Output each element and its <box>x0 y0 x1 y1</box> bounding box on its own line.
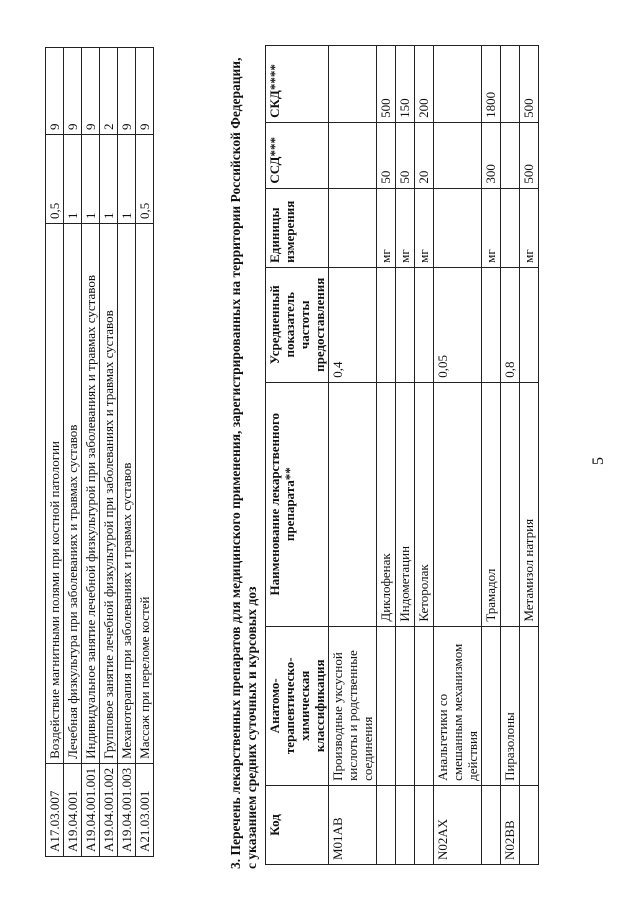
table-row <box>501 46 520 865</box>
table-row <box>520 46 539 865</box>
drug-atc: Анальгетики со смешанным механизмом действия <box>434 626 482 785</box>
drugs-table-header <box>266 46 329 865</box>
drug-name <box>329 382 377 626</box>
drug-name: Метамизол натрия <box>520 382 539 626</box>
service-name: Массаж при переломе костей <box>136 224 154 764</box>
drug-unit <box>434 188 482 267</box>
service-frequency: 0,5 <box>136 135 154 224</box>
drug-ssd <box>434 122 482 188</box>
service-frequency: 1 <box>64 135 82 224</box>
drug-unit: мг <box>520 188 539 267</box>
service-frequency: 0,5 <box>46 135 64 224</box>
drug-atc: Пиразолоны <box>501 626 520 785</box>
header-freq: Усредненный показатель частоты предоставления <box>266 267 329 382</box>
header-unit: Единицы измерения <box>266 188 329 267</box>
service-frequency: 1 <box>100 135 118 224</box>
drug-atc: Производные уксусной кислоты и родственные соединения <box>329 626 377 785</box>
table-row <box>100 48 118 857</box>
table-row <box>415 46 434 865</box>
drug-code: N02AX <box>434 785 482 864</box>
header-atc: Анатомо-терапевтическо-химическая классификация <box>266 626 329 785</box>
table-row <box>434 46 482 865</box>
drug-atc <box>520 626 539 785</box>
drug-skd: 500 <box>377 46 396 123</box>
drug-skd <box>434 46 482 123</box>
service-multiplicity: 9 <box>82 48 100 135</box>
header-name: Наименование лекарственного препарата** <box>266 382 329 626</box>
drug-unit <box>501 188 520 267</box>
page-number: 5 <box>590 457 607 465</box>
header-ssd: ССД*** <box>266 122 329 188</box>
drug-unit: мг <box>415 188 434 267</box>
drug-frequency: 0,8 <box>501 267 520 382</box>
drug-name: Диклофенак <box>377 382 396 626</box>
drug-name: Индометацин <box>396 382 415 626</box>
service-multiplicity: 9 <box>136 48 154 135</box>
table-row <box>118 48 136 857</box>
drug-skd: 200 <box>415 46 434 123</box>
drug-code: N02BB <box>501 785 520 864</box>
table-row <box>46 48 64 857</box>
drug-ssd: 300 <box>482 122 501 188</box>
drug-skd <box>329 46 377 123</box>
drug-code <box>415 785 434 864</box>
drug-ssd <box>329 122 377 188</box>
drug-frequency <box>415 267 434 382</box>
header-skd: СКД**** <box>266 46 329 123</box>
service-code: A17.03.007 <box>46 763 64 856</box>
drug-code <box>396 785 415 864</box>
drug-unit <box>329 188 377 267</box>
drug-name: Трамадол <box>482 382 501 626</box>
drug-atc <box>377 626 396 785</box>
drug-name <box>501 382 520 626</box>
service-code: A19.04.001.002 <box>100 763 118 856</box>
drug-code: M01AB <box>329 785 377 864</box>
drug-skd: 1800 <box>482 46 501 123</box>
drug-unit: мг <box>377 188 396 267</box>
table-row <box>136 48 154 857</box>
drug-atc <box>396 626 415 785</box>
service-name: Индивидуальное занятие лечебной физкультурой при заболеваниях и травмах суставов <box>82 224 100 764</box>
service-name: Механотерапия при заболеваниях и травмах суставов <box>118 224 136 764</box>
table-row <box>482 46 501 865</box>
drug-frequency <box>396 267 415 382</box>
drug-code <box>377 785 396 864</box>
drug-ssd <box>501 122 520 188</box>
table-row <box>64 48 82 857</box>
service-code: A19.04.001 <box>64 763 82 856</box>
drug-unit: мг <box>396 188 415 267</box>
drug-unit: мг <box>482 188 501 267</box>
service-multiplicity: 9 <box>46 48 64 135</box>
drug-frequency <box>520 267 539 382</box>
service-multiplicity: 9 <box>118 48 136 135</box>
drug-code <box>520 785 539 864</box>
service-code: A19.04.001.003 <box>118 763 136 856</box>
service-name: Лечебная физкультура при заболеваниях и травмах суставов <box>64 224 82 764</box>
service-code: A21.03.001 <box>136 763 154 856</box>
drug-name: Кеторолак <box>415 382 434 626</box>
services-table <box>45 47 154 857</box>
service-frequency: 1 <box>82 135 100 224</box>
drug-frequency <box>377 267 396 382</box>
section-heading: 3. Перечень лекарственных препаратов для медицинского применения, зарегистрированных на территории Российской Федерации, с указанием средних суточных и курсовых доз <box>228 57 259 869</box>
service-name: Групповое занятие лечебной физкультурой при заболеваниях и травмах суставов <box>100 224 118 764</box>
drug-ssd: 50 <box>377 122 396 188</box>
drug-ssd: 20 <box>415 122 434 188</box>
service-code: A19.04.001.001 <box>82 763 100 856</box>
header-code: Код <box>266 785 329 864</box>
table-row <box>329 46 377 865</box>
table-row <box>82 48 100 857</box>
service-multiplicity: 2 <box>100 48 118 135</box>
service-multiplicity: 9 <box>64 48 82 135</box>
drug-skd <box>501 46 520 123</box>
drug-ssd: 500 <box>520 122 539 188</box>
drug-frequency: 0,05 <box>434 267 482 382</box>
drug-code <box>482 785 501 864</box>
table-row <box>396 46 415 865</box>
drugs-table <box>265 45 539 865</box>
drug-atc <box>482 626 501 785</box>
drug-name <box>434 382 482 626</box>
drug-ssd: 50 <box>396 122 415 188</box>
drug-skd: 500 <box>520 46 539 123</box>
table-row <box>377 46 396 865</box>
drug-frequency: 0,4 <box>329 267 377 382</box>
drug-skd: 150 <box>396 46 415 123</box>
drug-frequency <box>482 267 501 382</box>
service-frequency: 1 <box>118 135 136 224</box>
drug-atc <box>415 626 434 785</box>
service-name: Воздействие магнитными полями при костной патологии <box>46 224 64 764</box>
